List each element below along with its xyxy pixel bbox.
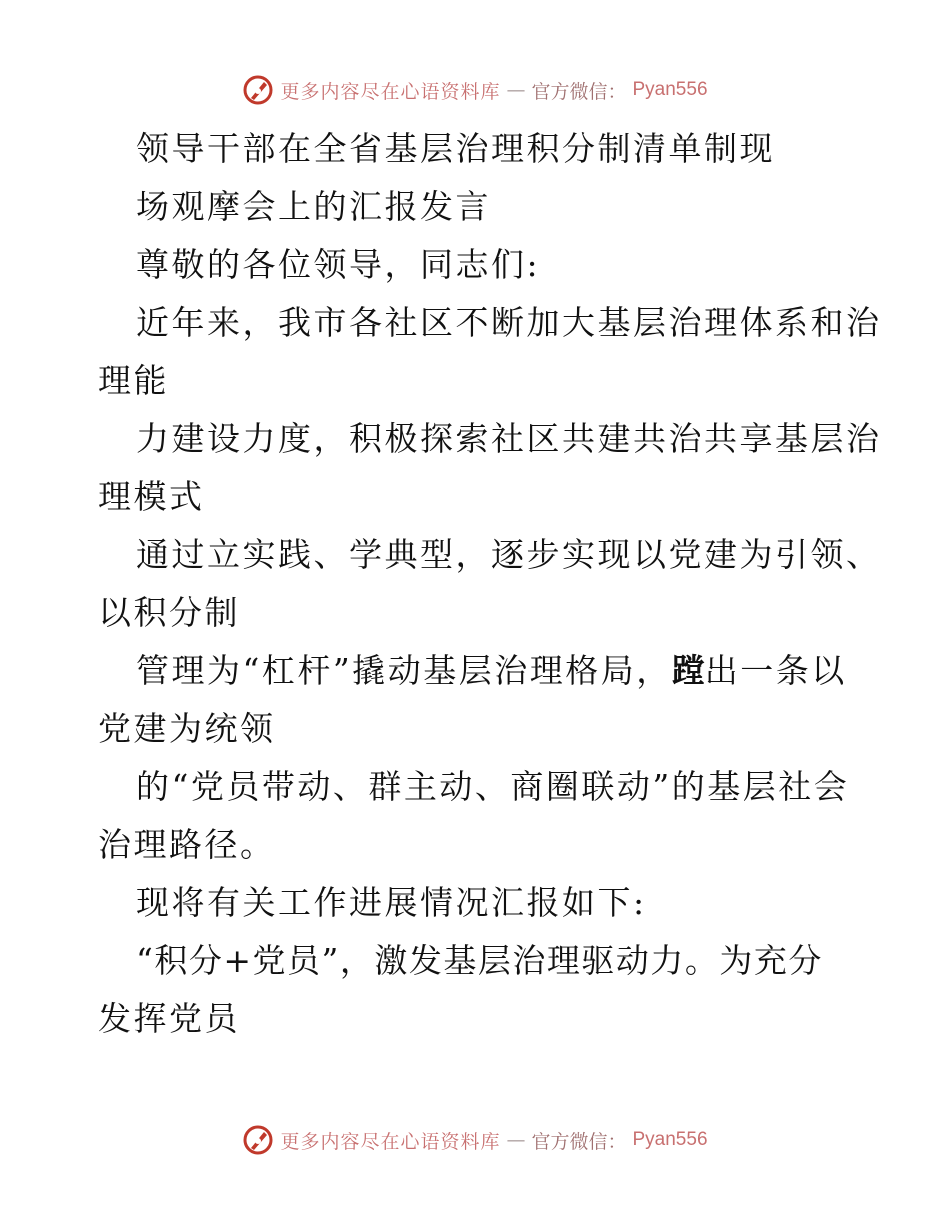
paragraph-2-line-2: 理模式 (98, 477, 205, 516)
watermark-official-label: 官方微信： (531, 1130, 627, 1153)
paragraph-3-line-1: 通过立实践、学典型，逐步实现以党建为引领、 (136, 535, 882, 574)
title-line-2: 场观摩会上的汇报发言 (136, 187, 491, 226)
paragraph-5-line-1: 的“党员带动、群主动、商圈联动”的基层社会 (136, 767, 850, 806)
paragraph-7-line-2: 发挥党员 (98, 999, 240, 1038)
quill-seal-icon (242, 1124, 274, 1156)
watermark-official-label: 官方微信： (531, 80, 627, 103)
watermark-wechat-id: Pyan556 (632, 79, 708, 100)
watermark-header (0, 70, 950, 110)
watermark-separator: — (506, 1129, 526, 1151)
watermark-brand: 更多内容尽在心语资料库 (280, 1130, 501, 1153)
quill-seal-icon (242, 74, 274, 106)
paragraph-6: 现将有关工作进展情况汇报如下: (136, 883, 647, 922)
paragraph-4-line-1 (98, 642, 858, 700)
title-line-1: 领导干部在全省基层治理积分制清单制现 (136, 129, 775, 168)
paragraph-3-line-2: 以积分制 (98, 593, 240, 632)
paragraph-4-line-2: 党建为统领 (98, 709, 276, 748)
paragraph-2-line-1: 力建设力度，积极探索社区共建共治共享基层治 (136, 419, 882, 458)
watermark-separator: — (506, 79, 526, 101)
paragraph-4-bold-char: 蹚 (671, 651, 705, 690)
paragraph-7-line-1: “积分+党员”，激发基层治理驱动力。为充分 (136, 941, 823, 980)
watermark-wechat-id: Pyan556 (632, 1129, 708, 1150)
salutation: 尊敬的各位领导，同志们: (136, 245, 541, 284)
paragraph-1-line-1: 近年来，我市各社区不断加大基层治理体系和治 (136, 303, 882, 342)
paragraph-4-text-post: 出一条以 (704, 651, 847, 690)
document-body (98, 120, 882, 1048)
paragraph-5-line-2: 治理路径。 (98, 825, 276, 864)
watermark-brand: 更多内容尽在心语资料库 (280, 80, 501, 103)
paragraph-1-line-2: 理能 (98, 361, 169, 400)
paragraph-4-text-pre: 管理为“杠杆”撬动基层治理格局， (136, 651, 672, 690)
watermark-footer (0, 1120, 950, 1160)
